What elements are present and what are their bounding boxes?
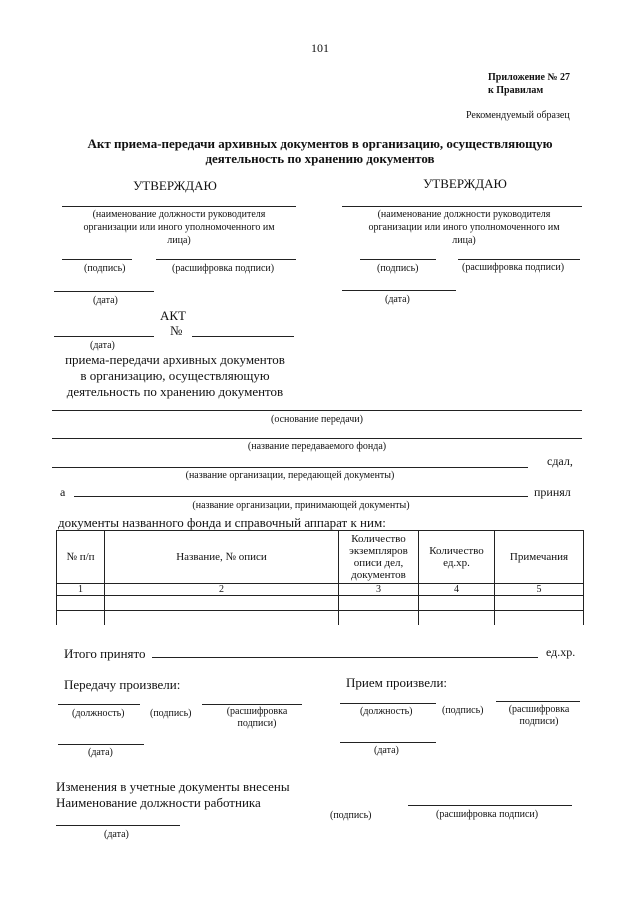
approve-left-date-line	[54, 291, 154, 292]
act-label: АКТ	[160, 308, 186, 323]
act-subject-line1: приема-передачи архивных документов	[65, 352, 285, 367]
transfer-right-position-caption: (должность)	[360, 706, 413, 717]
changes-decode-caption: (расшифровка подписи)	[436, 809, 539, 820]
table-cell: 1	[57, 584, 105, 596]
approve-left-decode-line	[156, 259, 296, 260]
table-cell: 3	[339, 584, 419, 596]
approve-right-position-caption-2: организации или иного уполномоченного им	[368, 222, 560, 233]
approve-right-signature-line	[360, 259, 436, 260]
table-cell	[339, 596, 419, 611]
table-cell	[57, 611, 105, 626]
transfer-left-heading: Передачу произвели:	[64, 677, 181, 692]
act-subject-line3: деятельность по хранению документов	[66, 384, 284, 399]
transfer-left-signature-caption: (подпись)	[150, 708, 192, 719]
approve-right-heading: УТВЕРЖДАЮ	[423, 176, 507, 191]
act-number-line	[192, 336, 294, 337]
transfer-right-decode-line	[496, 701, 580, 702]
transfer-left-decode-caption: (расшифровка подписи)	[226, 706, 288, 729]
page-number: 101	[311, 41, 329, 55]
table-cell	[57, 596, 105, 611]
transfer-right-position-line	[340, 703, 436, 704]
appendix-number: Приложение № 27	[488, 72, 571, 83]
header-number: № п/п	[57, 531, 105, 584]
header-units: Количество ед.хр.	[419, 531, 495, 584]
table-cell: 4	[419, 584, 495, 596]
act-date-caption: (дата)	[90, 340, 115, 351]
header-copies: Количество экземпляров описи дел, документов	[339, 531, 419, 584]
table-row	[57, 596, 584, 611]
handed-word: сдал,	[547, 454, 573, 468]
basis-caption: (основание передачи)	[271, 414, 363, 425]
total-unit: ед.хр.	[546, 645, 576, 659]
sender-line	[52, 467, 528, 468]
total-line	[152, 657, 538, 658]
table-intro: документы названного фонда и справочный аппарат к ним:	[58, 515, 386, 530]
fund-line	[52, 438, 582, 439]
approve-right-position-caption-1: (наименование должности руководителя	[377, 209, 551, 220]
approve-right-date-line	[342, 290, 456, 291]
changes-signature-caption: (подпись)	[330, 810, 372, 821]
transfer-right-signature-caption: (подпись)	[442, 705, 484, 716]
receiver-caption: (название организации, принимающей документы)	[192, 500, 410, 511]
header-title: Название, № описи	[105, 531, 339, 584]
approve-left-signature-caption: (подпись)	[84, 263, 126, 274]
header-notes: Примечания	[495, 531, 584, 584]
approve-left-signature-line	[62, 259, 132, 260]
table-cell	[105, 611, 339, 626]
table-cell	[495, 596, 584, 611]
approve-left-date-caption: (дата)	[93, 295, 118, 306]
transfer-left-date-line	[58, 744, 144, 745]
total-label: Итого принято	[64, 646, 146, 661]
approve-right-decode-caption: (расшифровка подписи)	[462, 262, 565, 273]
document-title-line1: Акт приема-передачи архивных документов в организацию, осуществляющую	[87, 136, 553, 151]
approve-left-position-line	[62, 206, 296, 207]
approve-right-date-caption: (дата)	[385, 294, 410, 305]
approve-left-decode-caption: (расшифровка подписи)	[172, 263, 275, 274]
table-cell	[339, 611, 419, 626]
table-cell: 2	[105, 584, 339, 596]
sample-note: Рекомендуемый образец	[466, 110, 570, 121]
approve-right-position-caption-3: лица)	[452, 235, 476, 246]
basis-line	[52, 410, 582, 411]
changes-date-line	[56, 825, 180, 826]
transfer-left-position-caption: (должность)	[72, 708, 125, 719]
changes-line1: Изменения в учетные документы внесены	[56, 779, 290, 794]
transfer-right-date-line	[340, 742, 436, 743]
transfer-right-heading: Прием произвели:	[346, 675, 448, 690]
table-cell	[495, 611, 584, 626]
table-cell	[419, 611, 495, 626]
act-date-line	[54, 336, 154, 337]
approve-left-position-caption-2: организации или иного уполномоченного им	[83, 222, 275, 233]
table-header-row	[57, 531, 584, 584]
fund-caption: (название передаваемого фонда)	[247, 441, 387, 452]
table-row	[57, 584, 584, 596]
transfer-right-date-caption: (дата)	[374, 745, 399, 756]
act-subject-line2: в организацию, осуществляющую	[80, 368, 270, 383]
appendix-rules: к Правилам	[488, 85, 544, 96]
approve-right-decode-line	[458, 259, 580, 260]
transfer-left-position-line	[58, 704, 140, 705]
receiver-line	[74, 496, 528, 497]
table-cell	[419, 596, 495, 611]
table-row	[57, 611, 584, 626]
approve-right-signature-caption: (подпись)	[377, 263, 419, 274]
accepted-word: принял	[534, 485, 571, 499]
table-cell	[105, 596, 339, 611]
sender-caption: (название организации, передающей документы)	[185, 470, 395, 481]
documents-table	[56, 530, 584, 625]
transfer-right-decode-caption: (расшифровка подписи)	[508, 704, 570, 727]
and-word: а	[60, 485, 66, 499]
document-title-line2: деятельность по хранению документов	[205, 151, 435, 166]
changes-decode-line	[408, 805, 572, 806]
transfer-left-date-caption: (дата)	[88, 747, 113, 758]
transfer-left-decode-line	[202, 704, 302, 705]
approve-left-position-caption-3: лица)	[167, 235, 191, 246]
act-number-label: №	[170, 323, 183, 338]
table-cell: 5	[495, 584, 584, 596]
changes-line2: Наименование должности работника	[56, 795, 261, 810]
approve-right-position-line	[342, 206, 582, 207]
approve-left-heading: УТВЕРЖДАЮ	[133, 178, 217, 193]
approve-left-position-caption-1: (наименование должности руководителя	[92, 209, 266, 220]
changes-date-caption: (дата)	[104, 829, 129, 840]
